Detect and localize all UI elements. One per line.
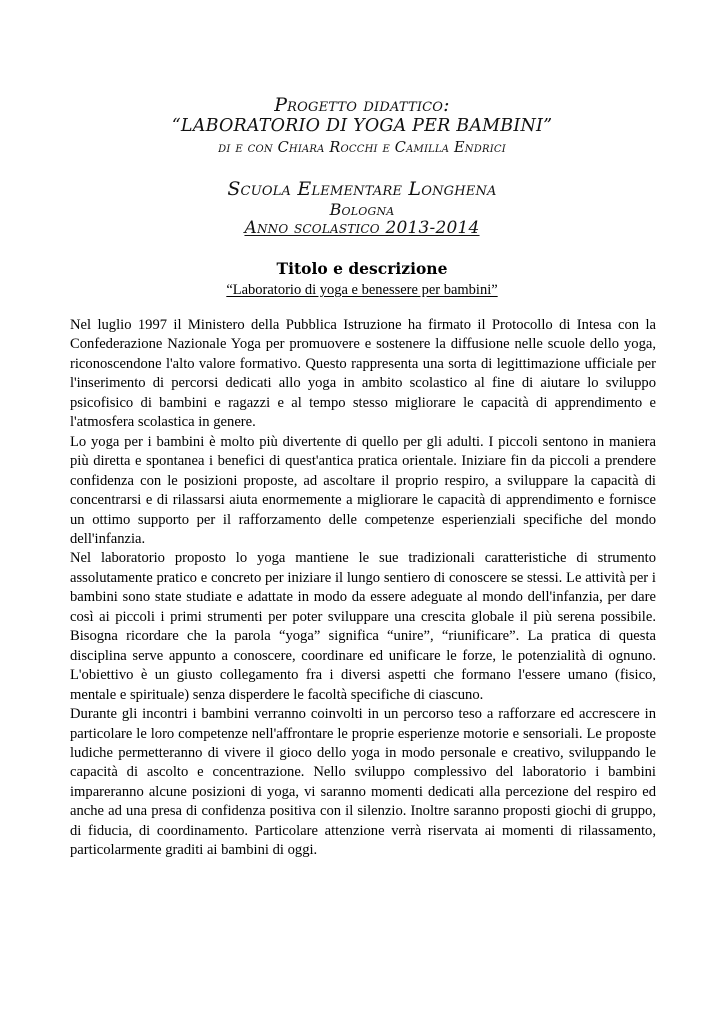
- school-year: Anno scolastico 2013-2014: [244, 218, 480, 238]
- school-name: Scuola Elementare Longhena: [227, 178, 497, 200]
- paragraph: Durante gli incontri i bambini verranno coinvolti in un percorso teso a rafforzare ed accrescere in particolare le loro competenze nell'affrontare le proprie esperienze motorie e sensoriali. Le proposte ludiche permetteranno di vivere il gioco dello yoga in modo personale e creativo, sviluppando le capacità di ascolto e concentrazione. Nello sviluppo complessivo del laboratorio i bambini impareranno alcune posizioni di yoga, vi saranno momenti dedicati alla percezione del respiro ed anche ad una presa di confidenza positiva con il silenzio. Inoltre saranno proposti giochi di gruppo, di fiducia, di coordinamento. Particolare attenzione verrà riservata ai momenti di rilassamento, particolarmente graditi ai bambini di oggi.: [70, 706, 656, 859]
- project-authors: di e con Chiara Rocchi e Camilla Endrici: [218, 140, 506, 156]
- paragraph: Lo yoga per i bambini è molto più divertente di quello per gli adulti. I piccoli sentono in maniera più diretta e spontanea i benefici di quest'antica pratica orientale. Iniziare fin da piccoli a prendere confidenza con le posizioni proposte, ad ascoltare il proprio respiro, a sviluppare la capacità di concentrarsi e di rilassarsi aiuta enormemente a migliorare le capacità di apprendimento e fornisce un ottimo supporto per il rafforzamento delle competenze esperienziali specifiche del mondo dell'infanzia.: [70, 433, 656, 547]
- paragraph: Nel luglio 1997 il Ministero della Pubblica Istruzione ha firmato il Protocollo di Intesa con la Confederazione Nazionale Yoga per promuovere e sostenere la diffusione nelle scuole dello yoga, riconoscendone l'alto valore formativo. Questo rappresenta una sorta di legittimazione ufficiale per l'inserimento di percorsi dedicati allo yoga in ambito scolastico al fine di aiutare lo sviluppo psicofisico di bambini e ragazzi e al tempo stesso migliorare le capacità di apprendimento e l'atmosfera scolastica in genere.: [70, 317, 656, 431]
- paragraph: Nel laboratorio proposto lo yoga mantiene le sue tradizionali caratteristiche di strumento assolutamente pratico e concreto per iniziare il lungo sentiero di conoscere se stessi. Le attività per i bambini sono state studiate e adattate in modo da essere adeguate al mondo dell'infanzia, per dare così ai piccoli i primi strumenti per poter sviluppare una crescita globale il più serena possibile. Bisogna ricordare che la parola “yoga” significa “unire”, “riunificare”. La pratica di questa disciplina serve appunto a conoscere, coordinare ed unificare le forze, le potenzialità di ognuno. L'obiettivo è un giusto collegamento fra i diversi aspetti che formano l'essere umano (fisico, mentale e spirituale) senza disperdere le facoltà specifiche di ciascuno.: [70, 550, 656, 703]
- school-city: Bologna: [329, 200, 395, 219]
- project-title: “LABORATORIO DI YOGA PER BAMBINI”: [171, 116, 553, 136]
- section-subtitle: “Laboratorio di yoga e benessere per bambini”: [226, 282, 498, 298]
- body-text: [70, 316, 656, 861]
- section-title: Titolo e descrizione: [276, 259, 448, 278]
- project-heading: Progetto didattico:: [274, 94, 450, 116]
